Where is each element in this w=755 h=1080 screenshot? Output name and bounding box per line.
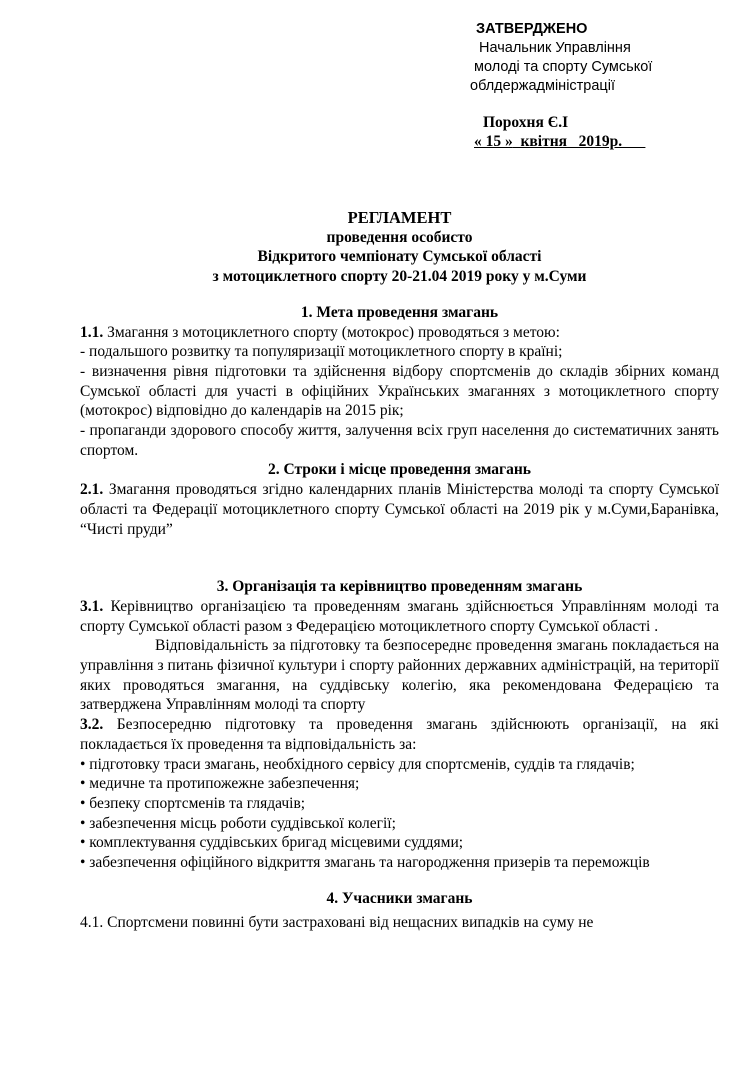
section1-p1-number: 1.1. (80, 323, 104, 341)
approval-signer: Порохня Є.І (483, 114, 569, 131)
document-body (80, 208, 719, 932)
section3-paragraph-3 (80, 715, 719, 754)
section3-list-item: • комплектування суддівських бригад місцевими суддями; (80, 834, 464, 852)
section2-p1-text: Змагання проводяться згідно календарних планів Міністерства молоді та спорту Сумської області та Федерації мотоциклетного спорту Сумської області на 2019 рік у м.Суми,Баранівка, “Чисті пруди” (80, 481, 719, 538)
section3-p1-text: Керівництво організацією та проведенням змагань здійснюється Управлінням молоді та спорту Сумської області разом з Федерацією мотоциклетного спорту Сумської області . (80, 597, 719, 635)
approval-position-line: Начальник Управління (479, 40, 631, 56)
doc-title: РЕГЛАМЕНТ (347, 208, 452, 227)
section2-paragraph (80, 480, 719, 539)
section4-paragraph-1: 4.1. Спортсмени повинні бути застраховані від нещасних випадків на суму не (80, 913, 594, 931)
approval-block (470, 20, 750, 151)
doc-subtitle-line3: з мотоциклетного спорту 20-21.04 2019 року у м.Суми (212, 268, 587, 286)
approval-date-day: « 15 » (474, 133, 513, 150)
section1-bullet-1: - подальшого розвитку та популяризації мотоциклетного спорту в країні; (80, 343, 563, 361)
section3-list-item: • медичне та протипожежне забезпечення; (80, 775, 360, 793)
approval-department-line: молоді та спорту Сумської (474, 59, 653, 75)
section3-paragraph-1 (80, 597, 719, 636)
section3-paragraph-2: Відповідальність за підготовку та безпосереднє проведення змагань покладається на управління з питань фізичної культури і спорту районних державних адміністрацій, на території яких проводяться змагання, на суддівську колегію, яка рекомендована Федерацією та затверджена Управлінням молоді та спорту (80, 637, 719, 714)
section3-p3-number: 3.2. (80, 716, 104, 734)
section3-list-item: • підготовку траси змагань, необхідного сервісу для спортсменів, суддів та глядачів; (80, 755, 635, 773)
approval-administration-line: облдержадміністрації (470, 78, 615, 94)
section1-heading: 1. Мета проведення змагань (300, 303, 499, 321)
section3-p3-text: Безпосередню підготовку та проведення змагань здійснюють організації, на які покладається їх проведення та відповідальність за: (80, 716, 719, 753)
approval-date (470, 132, 750, 151)
approval-title: ЗАТВЕРДЖЕНО (476, 21, 588, 37)
section3-list-item: • забезпечення офіційного відкриття змагань та нагородження призерів та переможців (80, 854, 650, 872)
doc-subtitle-line2: Відкритого чемпіонату Сумської області (257, 248, 542, 266)
approval-date-rest: квітня 2019р. (512, 133, 646, 150)
doc-subtitle-line1: проведення особисто (326, 228, 473, 246)
section1-p1-text: Змагання з мотоциклетного спорту (мотокрос) проводяться з метою: (103, 323, 560, 341)
section1-paragraph (80, 323, 719, 343)
section3-list-item: • забезпечення місць роботи суддівської колегії; (80, 814, 396, 832)
section1-bullet-3: - пропаганди здорового способу життя, залучення всіх груп населення до систематичних занять спортом. (80, 422, 719, 459)
section4-heading: 4. Учасники змагань (326, 889, 473, 907)
section3-list-item: • безпеку спортсменів та глядачів; (80, 794, 306, 812)
section3-p1-number: 3.1. (80, 597, 104, 615)
section3-heading: 3. Організація та керівництво проведенням змагань (216, 578, 583, 596)
section2-heading: 2. Строки і місце проведення змагань (268, 461, 531, 479)
section1-bullet-2: - визначення рівня підготовки та здійснення відбору спортсменів до складів збірних команд Сумської області для участі в офіційних Українських змаганнях з мотоциклетного спорту (мотокрос) відповідно до календарів на 2015 рік; (80, 362, 719, 420)
section2-p1-number: 2.1. (80, 481, 104, 499)
